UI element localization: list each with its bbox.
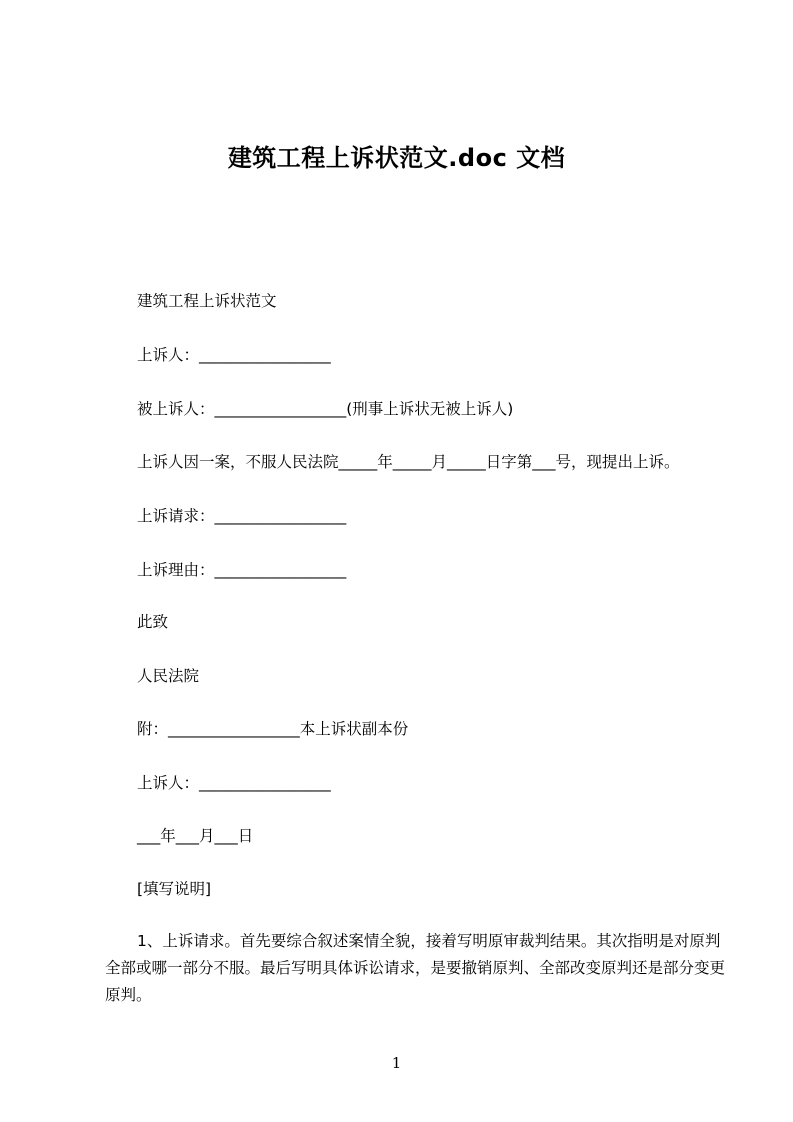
doc-line-attachment: 附：_________________本上诉状副本份 xyxy=(137,720,409,738)
doc-line-appeal-request: 上诉请求：_________________ xyxy=(137,507,347,525)
doc-line-heading: 建筑工程上诉状范文 xyxy=(137,292,277,310)
document-title: 建筑工程上诉状范文.doc 文档 xyxy=(227,144,566,172)
doc-line-appellant: 上诉人：_________________ xyxy=(137,346,331,364)
doc-line-appellee: 被上诉人：_________________(刑事上诉状无被上诉人) xyxy=(137,400,514,418)
doc-line-case-statement: 上诉人因一案，不服人民法院_____年_____月_____日字第___号，现提出上诉。 xyxy=(137,453,680,471)
doc-line-salutation: 此致 xyxy=(137,613,169,631)
doc-paragraph-instruction xyxy=(105,928,725,1009)
instruction-text: 1、上诉请求。首先要综合叙述案情全貌，接着写明原审裁判结果。其次指明是对原判全部或哪一部分不服。最后写明具体诉讼请求，是要撤销原判、全部改变原判还是部分变更原判。 xyxy=(105,932,726,1004)
doc-line-appellant-signature: 上诉人：_________________ xyxy=(137,774,331,792)
doc-line-date: ___年___月___日 xyxy=(137,827,254,845)
doc-line-court: 人民法院 xyxy=(137,667,200,685)
doc-line-instructions-heading: [填写说明] xyxy=(137,880,212,898)
doc-line-appeal-reason: 上诉理由：_________________ xyxy=(137,561,347,579)
page-number: 1 xyxy=(391,1054,402,1072)
